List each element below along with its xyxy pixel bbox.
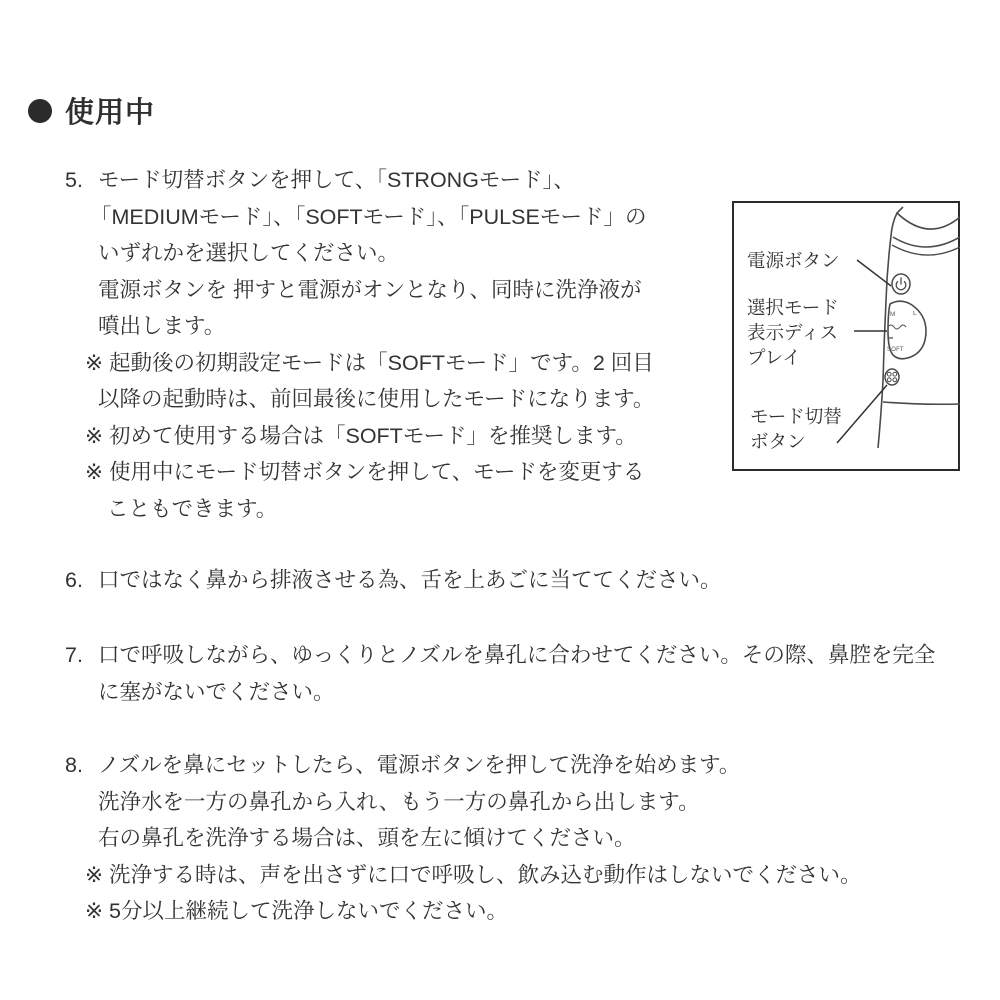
step-line: いずれかを選択してください。 [98, 241, 400, 265]
step-line: 口で呼吸しながら、ゆっくりとノズルを鼻孔に合わせてください。その際、鼻腔を完全 [98, 643, 936, 667]
step-note-line: ※ 初めて使用する場合は「SOFTモード」を推奨します。 [85, 423, 637, 448]
step-line: 噴出します。 [98, 314, 226, 338]
display-mark-top-right: L [913, 310, 917, 317]
step-lines [98, 637, 935, 710]
mode-switch-label-line: モード切替 [750, 406, 842, 427]
step-lines [85, 747, 862, 930]
step-line: 洗浄水を一方の鼻孔から入れ、もう一方の鼻孔から出します。 [98, 789, 700, 814]
step-line: 電源ボタンを 押すと電源がオンとなり、同時に洗浄液が [98, 277, 642, 302]
step-number: 7. [65, 643, 83, 667]
mode-switch-label-line: ボタン [750, 431, 806, 452]
step-number: 6. [65, 568, 83, 592]
mode-display-label-line: プレイ [747, 347, 801, 368]
step-number: 8. [65, 753, 83, 777]
step-line: モード切替ボタンを押して、「STRONGモード」、 [98, 168, 575, 192]
section-bullet-icon [28, 99, 52, 123]
step-5 [65, 162, 654, 527]
step-line: ノズルを鼻にセットしたら、電源ボタンを押して洗浄を始めます。 [98, 753, 741, 777]
step-note-line: 以降の起動時は、前回最後に使用したモードになります。 [98, 387, 655, 411]
step-7 [65, 637, 935, 710]
device-diagram [732, 201, 960, 471]
step-note-line: ※ 洗浄する時は、声を出さずに口で呼吸し、飲み込む動作はしないでください。 [85, 862, 862, 887]
display-mark-bottom: SOFT [887, 347, 904, 353]
step-lines [85, 162, 655, 527]
mode-display-label [747, 295, 839, 370]
step-line: に塞がないでください。 [98, 679, 335, 704]
mode-display-label-line: 選択モード [747, 297, 839, 318]
device-body-seam [883, 402, 960, 404]
mode-switch-button [885, 369, 899, 385]
step-line: 口ではなく鼻から排液させる為、舌を上あごに当ててください。 [98, 568, 722, 592]
power-button-label: 電源ボタン [747, 250, 840, 271]
device-shoulder-curve [897, 213, 960, 229]
section-header [28, 90, 155, 131]
step-line: 「MEDIUMモード」、「SOFTモード」、「PULSEモード」の [90, 204, 647, 229]
step-note-line: ※ 5分以上継続して洗浄しないでください。 [85, 899, 508, 923]
step-line: 右の鼻孔を洗浄する場合は、頭を左に傾けてください。 [98, 826, 636, 850]
step-note-line: ※ 起動後の初期設定モードは「SOFTモード」です。2 回目 [85, 350, 654, 375]
section-title: 使用中 [65, 97, 156, 129]
step-lines [98, 562, 722, 599]
step-note-line: こともできます。 [107, 496, 278, 521]
step-number: 5. [65, 168, 83, 192]
device-shoulder-curve [893, 237, 960, 247]
step-8 [65, 747, 862, 930]
step-6 [65, 562, 722, 599]
leader-line-power [857, 260, 891, 286]
step-note-line: ※ 使用中にモード切替ボタンを押して、モードを変更する [85, 460, 645, 484]
display-mark-top-left: M [890, 311, 896, 318]
mode-switch-label [750, 404, 842, 454]
mode-display-label-line: 表示ディス [747, 322, 839, 343]
